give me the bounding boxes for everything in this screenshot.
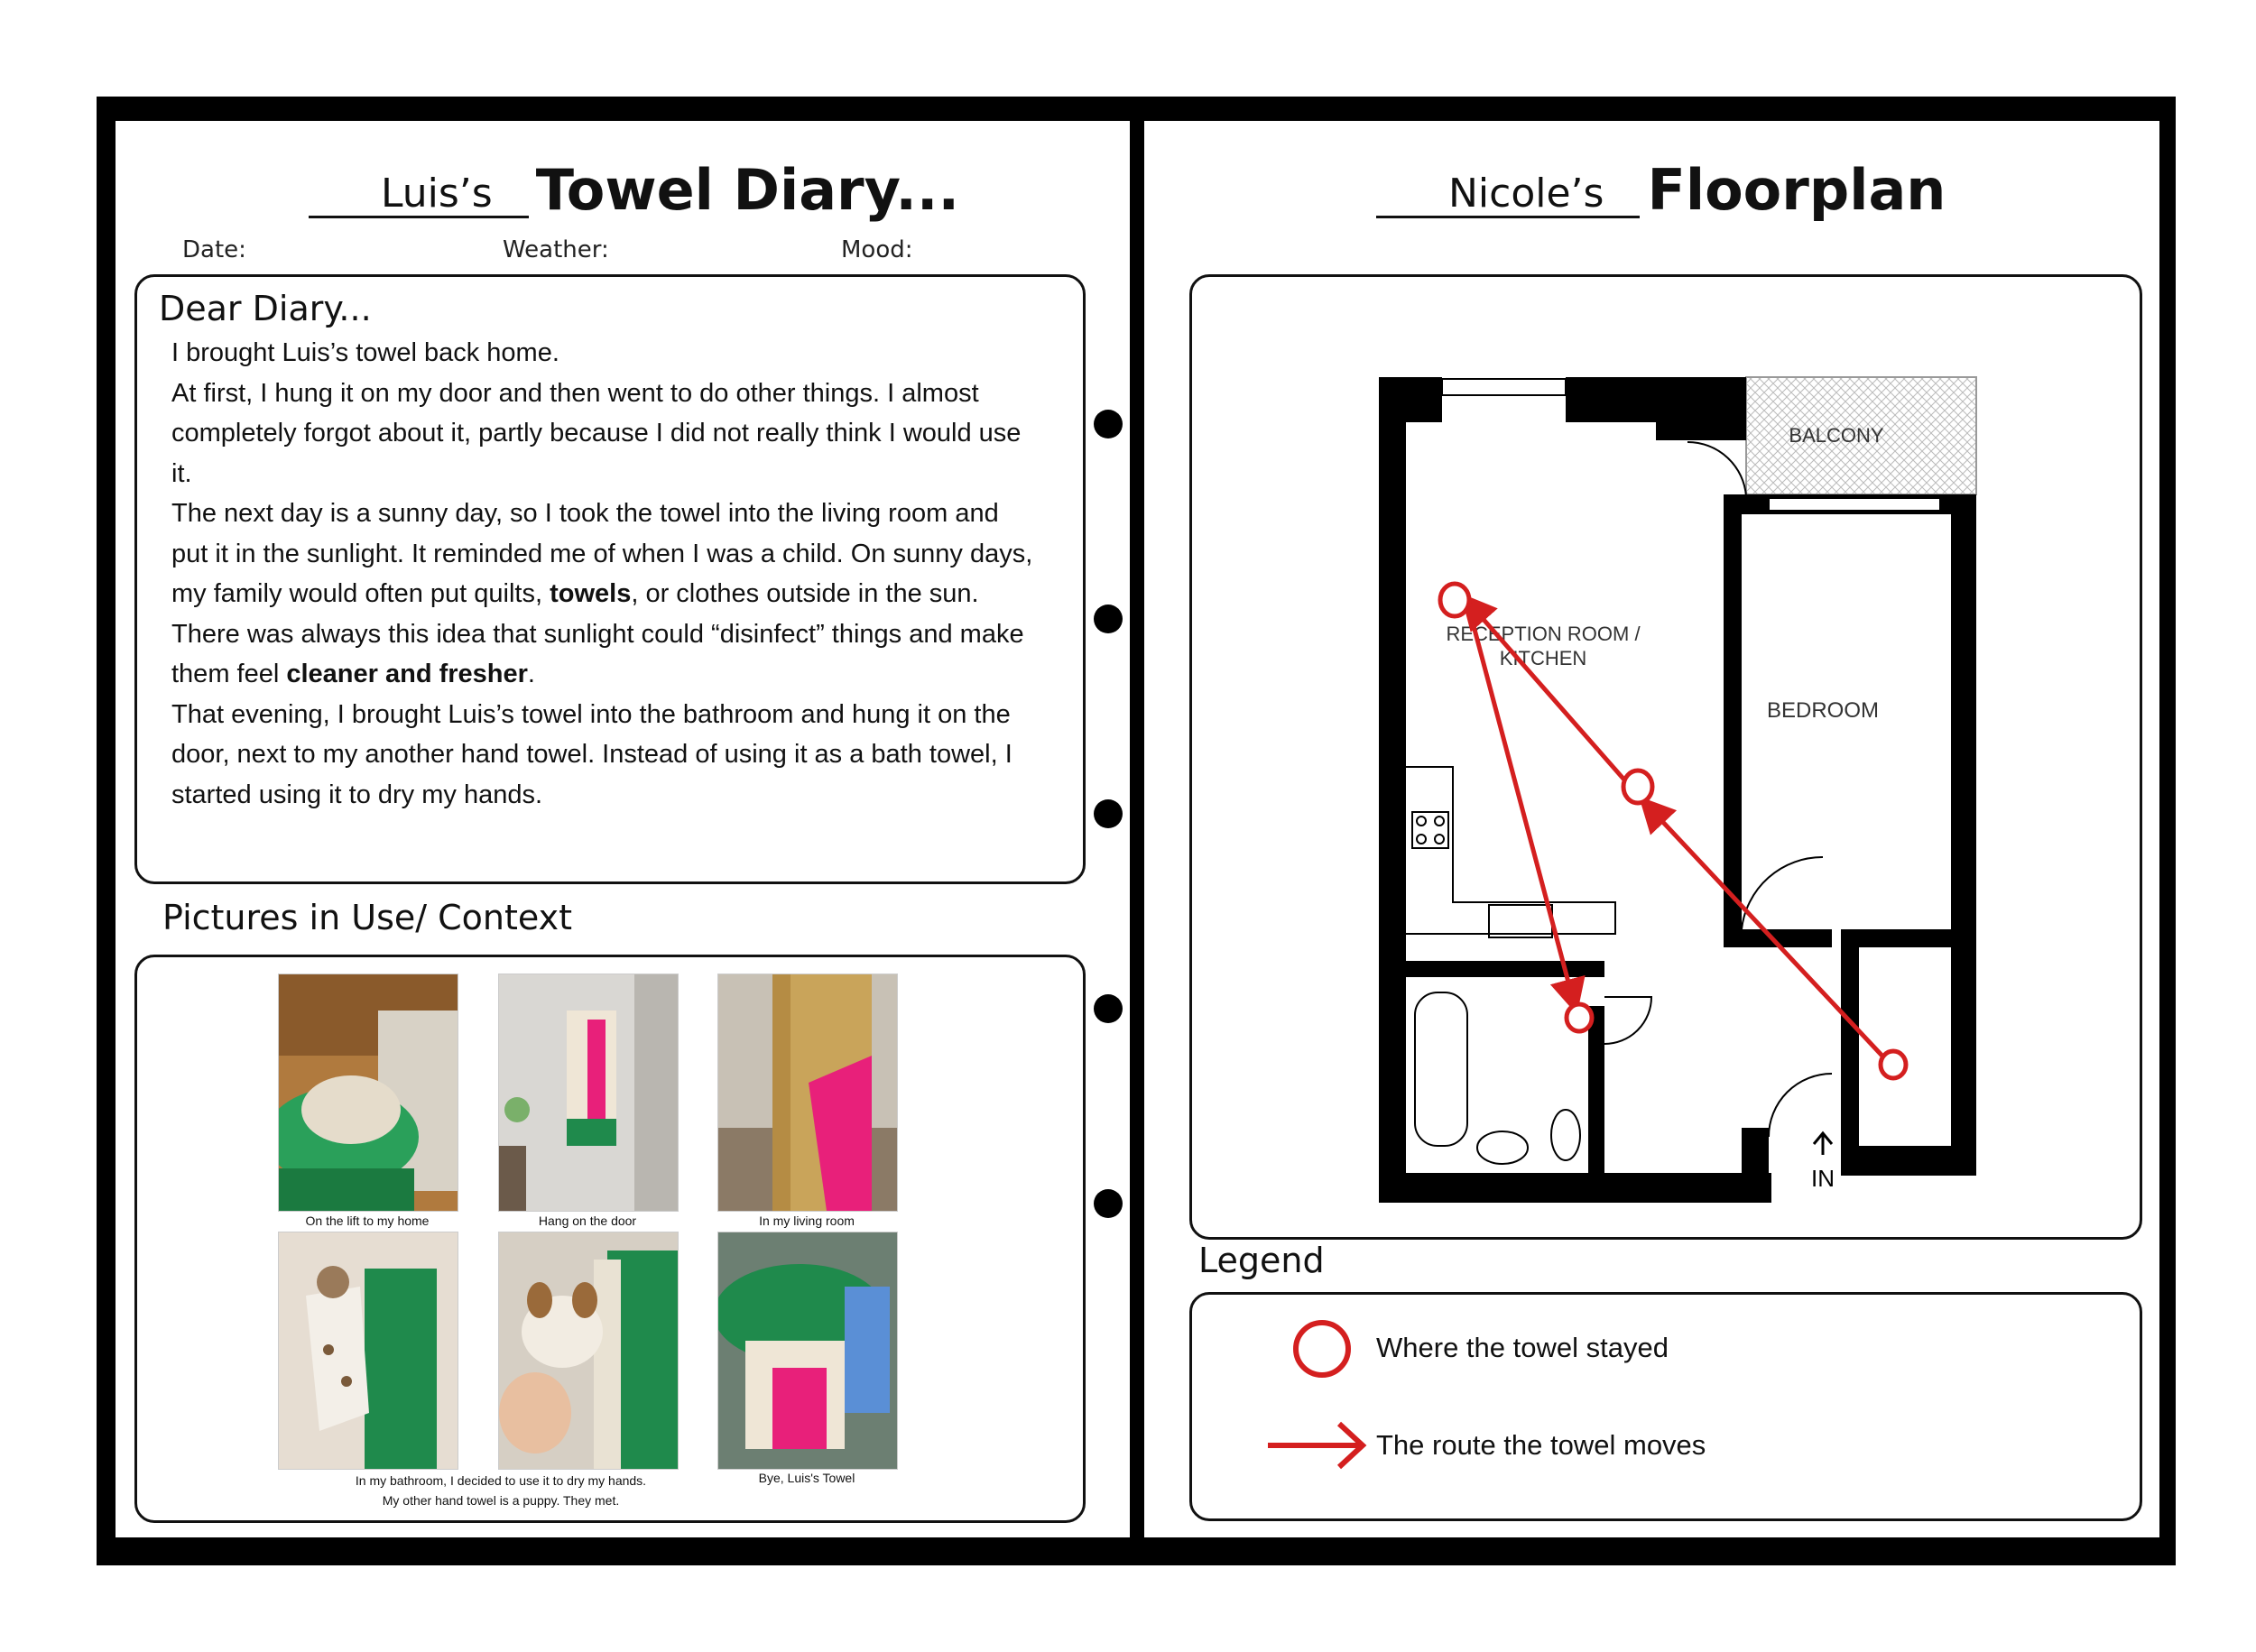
balcony-label: BALCONY bbox=[1789, 424, 1884, 447]
towel-stop-marker bbox=[1567, 1004, 1592, 1031]
diary-paragraph: That evening, I brought Luis’s towel into the bathroom and hung it on the door, next to my another hand towel. Instead of using it as a bath towel, I started using it to dry my hands. bbox=[171, 699, 1012, 809]
kitchen-label: KITCHEN bbox=[1499, 647, 1587, 669]
towel-route bbox=[1466, 600, 1891, 1065]
entry-label: IN bbox=[1811, 1165, 1835, 1192]
legend-item-stayed: Where the towel stayed bbox=[1376, 1332, 1669, 1363]
diary-bold-run: towels bbox=[550, 579, 632, 608]
date-label: Date: bbox=[182, 236, 246, 263]
diary-paragraph: I brought Luis’s towel back home. bbox=[171, 338, 559, 367]
legend-arrow-icon bbox=[1263, 1418, 1372, 1472]
binder-hole bbox=[1094, 1189, 1123, 1218]
photo-living-room bbox=[717, 974, 898, 1212]
binder-hole bbox=[1094, 605, 1123, 633]
floorplan-title bbox=[1376, 157, 1946, 223]
photo-caption: Hang on the door bbox=[538, 1214, 637, 1228]
diary-bold-run: cleaner and fresher bbox=[286, 660, 528, 688]
bedroom-label: BEDROOM bbox=[1766, 698, 1880, 723]
toilet-icon bbox=[1551, 1110, 1580, 1160]
entry-arrow-icon bbox=[1814, 1133, 1832, 1155]
reception-label: RECEPTION ROOM / bbox=[1446, 623, 1641, 645]
mood-label: Mood: bbox=[841, 236, 913, 263]
diary-heading: Dear Diary... bbox=[159, 289, 372, 328]
floorplan-diagram bbox=[1372, 370, 2021, 1218]
sink-icon bbox=[1489, 905, 1552, 937]
legend-circle-icon bbox=[1286, 1317, 1358, 1380]
diary-text-run: . bbox=[527, 660, 535, 688]
photo-caption: My other hand towel is a puppy. They met. bbox=[382, 1493, 620, 1508]
binder-hole bbox=[1094, 410, 1123, 438]
bathtub-icon bbox=[1415, 992, 1467, 1146]
towel-stop-marker bbox=[1623, 771, 1652, 803]
binder-hole bbox=[1094, 994, 1123, 1023]
legend-item-route: The route the towel moves bbox=[1376, 1429, 1706, 1461]
towel-stop-marker bbox=[1881, 1051, 1906, 1078]
diary-title bbox=[309, 157, 960, 223]
photo-door bbox=[498, 974, 679, 1212]
diary-paragraph: At first, I hung it on my door and then went to do other things. I almost completely forgot about it, partly because I did not really think I would use it. bbox=[171, 378, 1022, 488]
photo-caption-multiline bbox=[289, 1471, 713, 1510]
kitchen-counter bbox=[1406, 767, 1615, 934]
weather-label: Weather: bbox=[503, 236, 609, 263]
photo-goodbye bbox=[717, 1232, 898, 1470]
diary-title-text: Towel Diary... bbox=[535, 157, 960, 223]
floorplan-title-text: Floorplan bbox=[1647, 157, 1946, 223]
photo-bathroom bbox=[278, 1232, 458, 1470]
binder-hole bbox=[1094, 799, 1123, 828]
basin-icon bbox=[1477, 1131, 1528, 1164]
photo-puppy-towel bbox=[498, 1232, 679, 1470]
photo-caption: On the lift to my home bbox=[305, 1214, 430, 1228]
floorplan-owner: Nicole’s bbox=[1376, 174, 1640, 218]
diary-text bbox=[171, 333, 1038, 815]
pictures-label: Pictures in Use/ Context bbox=[162, 898, 573, 937]
diary-owner: Luis’s bbox=[309, 174, 529, 218]
photo-caption: In my bathroom, I decided to use it to dry my hands. bbox=[355, 1473, 647, 1488]
route-arrow bbox=[1473, 623, 1575, 1006]
photo-caption: In my living room bbox=[759, 1214, 855, 1228]
towel-stop-marker bbox=[1440, 584, 1469, 616]
diary-text-run: , or clothes outside in the sun. There was always this idea that sunlight could “disinfect” things and make them feel bbox=[171, 579, 1024, 688]
diary-text-run: The next day is a sunny day, so I took the towel into the living room and put it in the sunlight. It reminded me of when I was a child. On sunny days, my family would often put quilts, bbox=[171, 499, 1033, 608]
hob-icon bbox=[1412, 812, 1448, 848]
legend-label: Legend bbox=[1198, 1241, 1325, 1280]
photo-lift bbox=[278, 974, 458, 1212]
diary-paragraph bbox=[171, 494, 1038, 695]
photo-caption: Bye, Luis's Towel bbox=[758, 1471, 855, 1485]
